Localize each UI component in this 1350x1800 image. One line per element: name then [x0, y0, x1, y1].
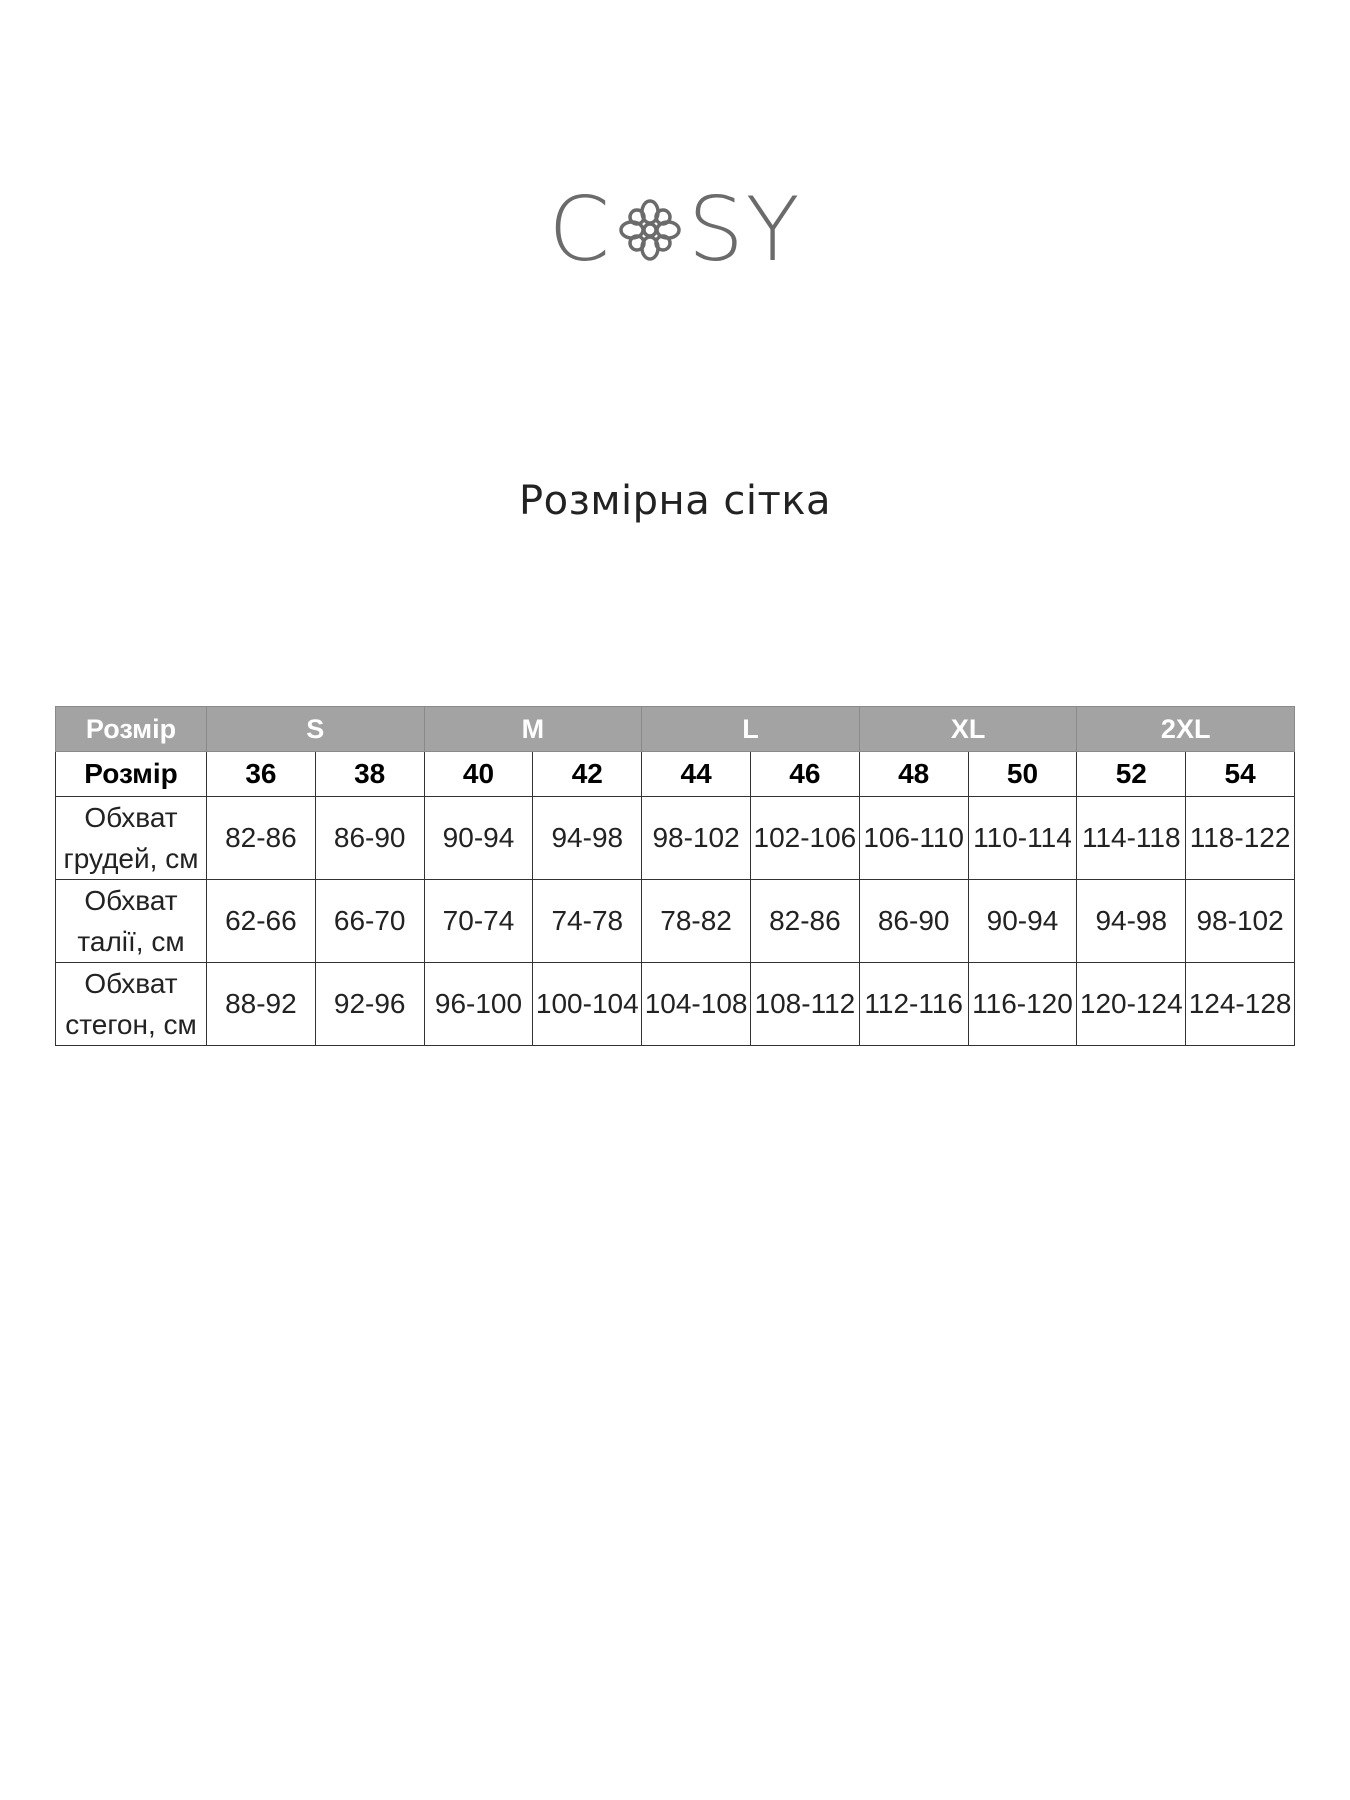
- hips-cell: 116-120: [968, 963, 1077, 1046]
- group-header-label: Розмір: [56, 707, 207, 752]
- waist-label-line1: Обхват: [84, 885, 178, 916]
- logo-letters-sy: SY: [687, 178, 802, 281]
- chest-cell: 102-106: [750, 797, 859, 880]
- size-cell: 44: [642, 752, 751, 797]
- hips-label: [56, 963, 207, 1046]
- waist-cell: 62-66: [207, 880, 316, 963]
- chest-cell: 110-114: [968, 797, 1077, 880]
- chest-cell: 82-86: [207, 797, 316, 880]
- waist-cell: 78-82: [642, 880, 751, 963]
- waist-cell: 70-74: [424, 880, 533, 963]
- waist-cell: 82-86: [750, 880, 859, 963]
- hips-cell: 88-92: [207, 963, 316, 1046]
- size-cell: 42: [533, 752, 642, 797]
- size-number-row: [56, 752, 1295, 797]
- size-cell: 50: [968, 752, 1077, 797]
- brand-logo: [0, 180, 1350, 280]
- size-cell: 52: [1077, 752, 1186, 797]
- group-cell-s: S: [207, 707, 425, 752]
- logo-letter-c: C: [548, 178, 612, 281]
- size-cell: 48: [859, 752, 968, 797]
- chest-cell: 106-110: [859, 797, 968, 880]
- waist-cell: 86-90: [859, 880, 968, 963]
- waist-cell: 94-98: [1077, 880, 1186, 963]
- size-chart-table: [55, 706, 1295, 1046]
- hips-cell: 124-128: [1186, 963, 1295, 1046]
- chest-cell: 86-90: [315, 797, 424, 880]
- flower-knot-icon: [614, 188, 686, 272]
- waist-label-line2: талії, см: [77, 926, 185, 957]
- group-cell-l: L: [642, 707, 860, 752]
- group-cell-2xl: 2XL: [1077, 707, 1295, 752]
- waist-label: [56, 880, 207, 963]
- page-title: Розмірна сітка: [519, 478, 831, 524]
- chest-label-line2: грудей, см: [63, 843, 199, 874]
- size-cell: 54: [1186, 752, 1295, 797]
- waist-cell: 66-70: [315, 880, 424, 963]
- logo-wordmark: [548, 178, 802, 281]
- chest-cell: 90-94: [424, 797, 533, 880]
- hips-cell: 100-104: [533, 963, 642, 1046]
- hips-cell: 108-112: [750, 963, 859, 1046]
- size-group-row: [56, 707, 1295, 752]
- waist-cell: 98-102: [1186, 880, 1295, 963]
- hips-cell: 120-124: [1077, 963, 1186, 1046]
- size-cell: 46: [750, 752, 859, 797]
- chest-label: [56, 797, 207, 880]
- size-cell: 38: [315, 752, 424, 797]
- size-cell: 36: [207, 752, 316, 797]
- size-cell: 40: [424, 752, 533, 797]
- chest-row: [56, 797, 1295, 880]
- hips-label-line2: стегон, см: [65, 1009, 197, 1040]
- hips-row: [56, 963, 1295, 1046]
- chest-cell: 94-98: [533, 797, 642, 880]
- group-cell-xl: XL: [859, 707, 1077, 752]
- hips-cell: 96-100: [424, 963, 533, 1046]
- chest-label-line1: Обхват: [84, 802, 178, 833]
- waist-cell: 90-94: [968, 880, 1077, 963]
- size-header-label: Розмір: [56, 752, 207, 797]
- hips-cell: 112-116: [859, 963, 968, 1046]
- waist-row: [56, 880, 1295, 963]
- hips-cell: 104-108: [642, 963, 751, 1046]
- group-cell-m: M: [424, 707, 642, 752]
- waist-cell: 74-78: [533, 880, 642, 963]
- chest-cell: 98-102: [642, 797, 751, 880]
- chest-cell: 118-122: [1186, 797, 1295, 880]
- hips-cell: 92-96: [315, 963, 424, 1046]
- hips-label-line1: Обхват: [84, 968, 178, 999]
- chest-cell: 114-118: [1077, 797, 1186, 880]
